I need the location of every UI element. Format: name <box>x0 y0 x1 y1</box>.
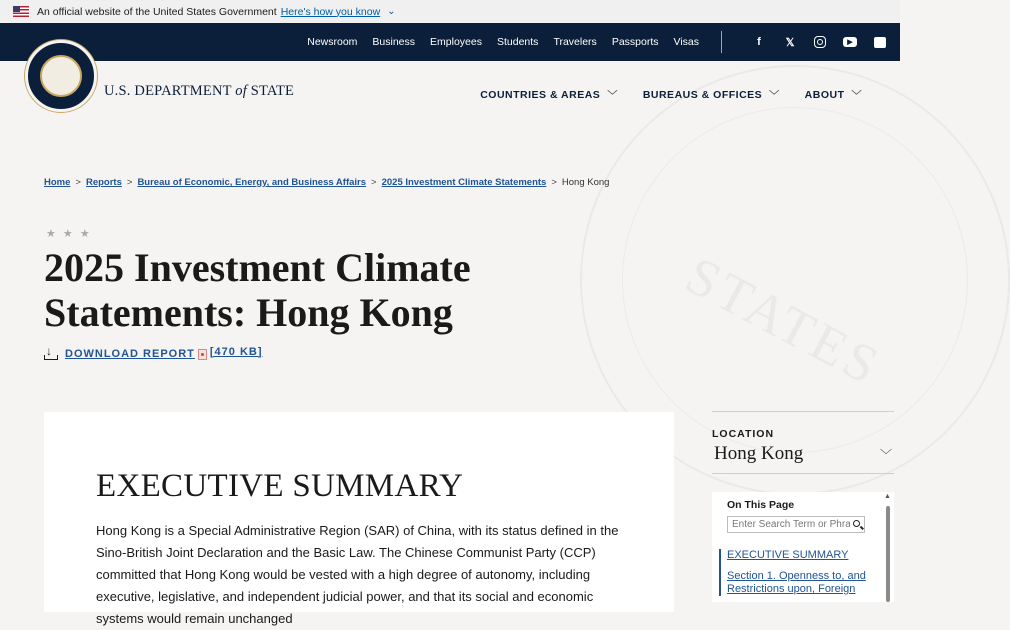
us-flag-icon <box>13 6 29 17</box>
instagram-icon[interactable] <box>814 36 826 48</box>
on-this-page-panel <box>712 492 894 602</box>
search-icon[interactable] <box>853 520 860 527</box>
flickr-icon[interactable] <box>874 37 886 48</box>
nav-business[interactable]: Business <box>372 36 416 48</box>
nav-countries-areas[interactable] <box>480 87 618 102</box>
page-title: 2025 Investment Climate Statements: Hong Kong <box>44 245 471 335</box>
chevron-down-icon: ﹀ <box>607 91 618 102</box>
on-this-page-title: On This Page <box>727 499 795 511</box>
nav-travelers[interactable]: Travelers <box>553 36 597 48</box>
eagle-shield-icon <box>40 55 82 97</box>
chevron-down-icon: ﹀ <box>769 91 780 102</box>
heres-how-you-know-link[interactable]: Here's how you know <box>280 5 381 18</box>
summary-paragraph: Hong Kong is a Special Administrative Region (SAR) of China, with its status defined in the Sino-British Joint Declaration and the Basic Law. The Chinese Communist Party (CCP) committed that Hong Kong would be vested with a high degree of autonomy, including executive, legislative, and independent judicial power, and that its social and economic systems would remain unchanged <box>96 523 619 626</box>
nav-about[interactable] <box>805 87 862 102</box>
breadcrumb-current: Hong Kong <box>561 177 610 188</box>
chevron-down-icon[interactable]: ﹀ <box>879 447 892 462</box>
location-label: LOCATION <box>712 428 775 440</box>
social-links <box>735 35 886 49</box>
scrollbar-thumb[interactable] <box>886 506 890 602</box>
nav-newsroom[interactable]: Newsroom <box>307 36 358 48</box>
chevron-down-icon: ﹀ <box>851 91 862 102</box>
x-icon[interactable]: 𝕏 <box>785 36 795 49</box>
content-card <box>44 412 674 626</box>
dept-name-of: of <box>235 83 247 99</box>
breadcrumb-bureau[interactable]: Bureau of Economic, Energy, and Business Affairs <box>137 177 367 188</box>
dept-name-suffix: STATE <box>250 83 295 99</box>
utility-nav <box>0 23 900 61</box>
breadcrumb-separator: > <box>126 177 133 188</box>
dept-name-prefix: U.S. DEPARTMENT <box>104 83 232 99</box>
chevron-down-icon[interactable]: ⌄ <box>387 6 396 17</box>
nav-divider <box>721 31 722 53</box>
nav-bureaus-label: BUREAUS & OFFICES <box>642 88 763 101</box>
official-gov-banner <box>0 0 900 23</box>
breadcrumb-home[interactable]: Home <box>44 177 71 188</box>
department-seal-logo[interactable] <box>25 40 97 112</box>
download-size[interactable]: [470 KB] <box>209 345 263 358</box>
nav-bureaus-offices[interactable] <box>643 87 780 102</box>
nav-passports[interactable]: Passports <box>611 36 659 48</box>
breadcrumb-separator: > <box>75 177 81 188</box>
youtube-icon[interactable]: ▶ <box>843 37 857 47</box>
main-nav <box>455 87 862 102</box>
breadcrumb <box>44 177 609 188</box>
location-selector[interactable] <box>712 443 894 474</box>
site-header <box>0 61 900 121</box>
breadcrumb-ics-2025[interactable]: 2025 Investment Climate Statements <box>381 177 547 188</box>
toc-item-section-1[interactable]: Section 1. Openness to, and Restrictions upon, Foreign <box>727 570 866 595</box>
nav-countries-label: COUNTRIES & AREAS <box>480 88 601 101</box>
breadcrumb-reports[interactable]: Reports <box>85 177 122 188</box>
department-name[interactable] <box>104 83 294 100</box>
nav-students[interactable]: Students <box>496 36 539 48</box>
scroll-up-arrow-icon[interactable]: ▲ <box>884 493 891 500</box>
facebook-icon[interactable]: f <box>757 36 761 48</box>
pdf-icon <box>198 349 207 360</box>
section-heading: EXECUTIVE SUMMARY <box>96 468 464 504</box>
toc-scrollbar[interactable] <box>884 493 891 602</box>
nav-about-label: ABOUT <box>804 88 845 101</box>
sidebar <box>712 411 894 602</box>
toc-list <box>719 549 894 596</box>
nav-employees[interactable]: Employees <box>430 36 482 48</box>
nav-visas[interactable]: Visas <box>673 36 699 48</box>
toc-item-executive-summary[interactable]: EXECUTIVE SUMMARY <box>727 549 849 561</box>
toc-search-input[interactable] <box>732 519 850 530</box>
sidebar-divider <box>712 411 894 412</box>
decorative-stars: ★ ★ ★ <box>46 228 92 240</box>
breadcrumb-separator: > <box>551 177 557 188</box>
download-report <box>44 347 263 360</box>
download-icon[interactable] <box>44 347 57 360</box>
download-report-link[interactable]: DOWNLOAD REPORT <box>65 347 195 360</box>
location-value: Hong Kong <box>714 443 804 464</box>
breadcrumb-separator: > <box>371 177 377 188</box>
official-site-text: An official website of the United States Government <box>37 5 277 18</box>
toc-search-box <box>727 516 865 533</box>
